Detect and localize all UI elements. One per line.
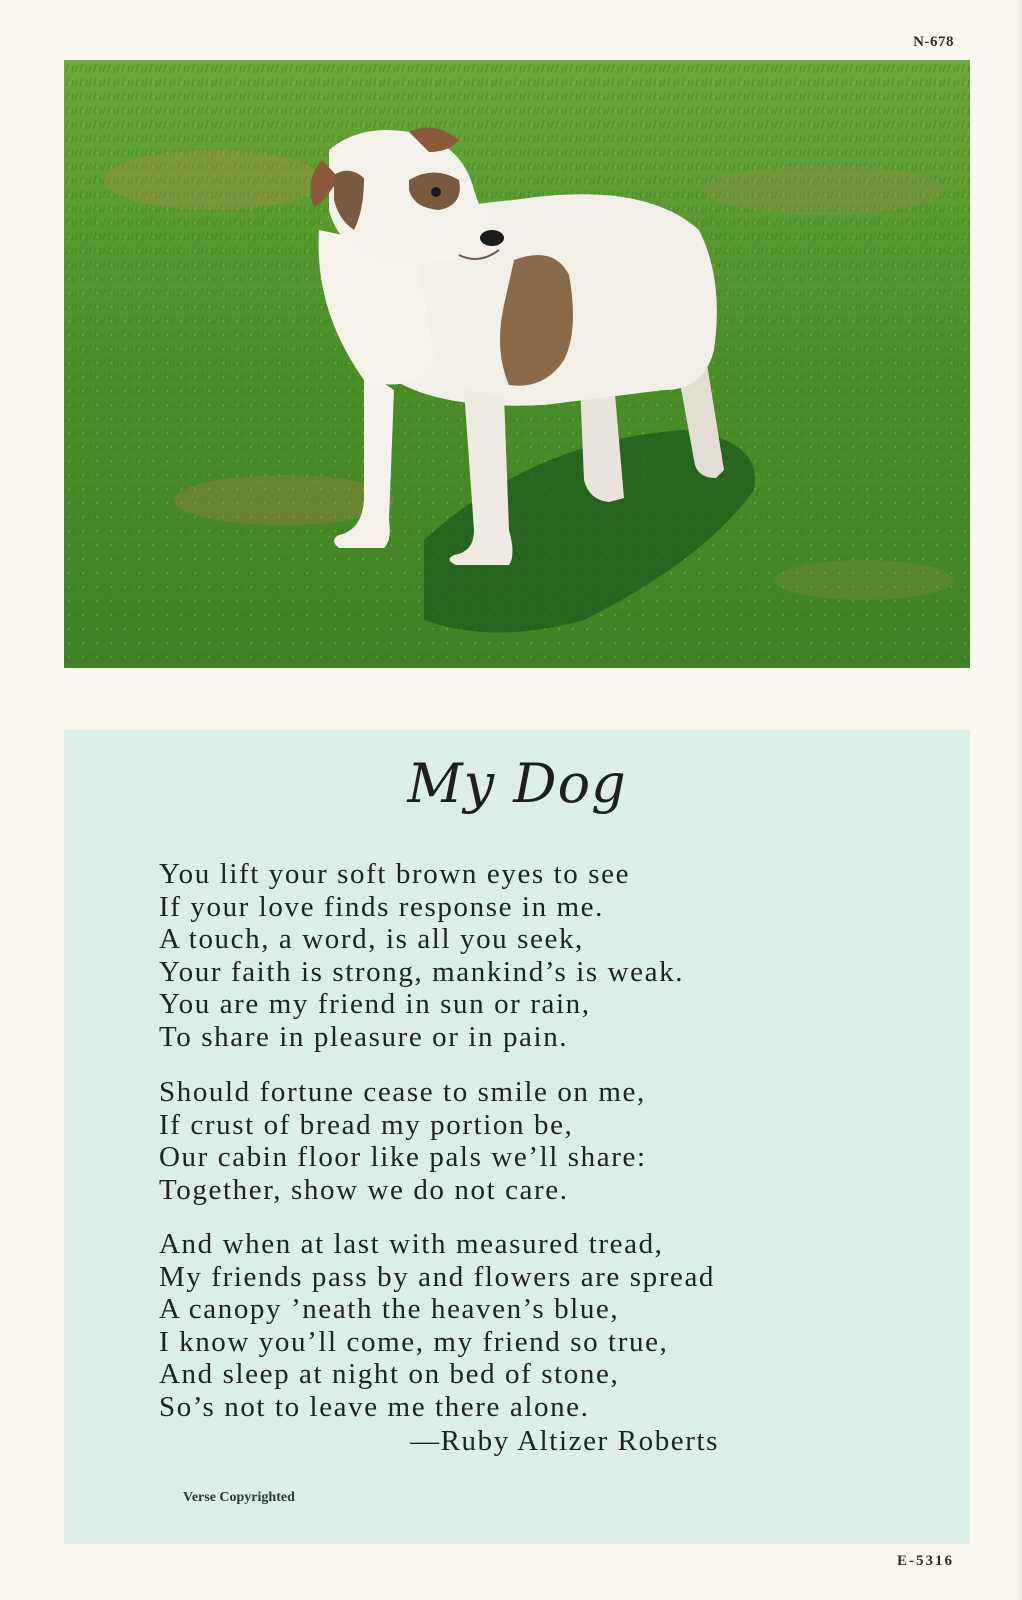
poem-line: To share in pleasure or in pain. — [159, 1020, 569, 1053]
poem-line: You lift your soft brown eyes to see — [159, 858, 631, 890]
dog-illustration — [64, 60, 970, 668]
poem-panel — [64, 730, 970, 1544]
card-code-top: N-678 — [913, 34, 954, 50]
poem-line: Our cabin floor like pals we’ll share: — [159, 1141, 647, 1173]
poem-line: Should fortune cease to smile on me, — [159, 1076, 646, 1108]
poem-line: My friends pass by and flowers are spread — [159, 1260, 716, 1293]
poem-stanza-2 — [159, 1076, 647, 1206]
poem-line: A canopy ’neath the heaven’s blue, — [159, 1293, 620, 1325]
poem-title: My Dog — [407, 752, 627, 815]
card-code-bottom: E-5316 — [897, 1553, 954, 1569]
poem-line: And when at last with measured tread, — [159, 1228, 664, 1260]
poem-line: I know you’ll come, my friend so true, — [159, 1325, 669, 1358]
dog-photo — [64, 60, 970, 668]
poem-author: —Ruby Altizer Roberts — [410, 1425, 720, 1457]
poem-line: A touch, a word, is all you seek, — [159, 923, 584, 955]
poem-stanza-1 — [159, 858, 684, 1053]
poem-line: You are my friend in sun or rain, — [159, 988, 591, 1020]
poem-line: If your love finds response in me. — [159, 890, 605, 923]
poem-line: Together, show we do not care. — [159, 1173, 569, 1206]
poem-line: If crust of bread my portion be, — [159, 1108, 574, 1141]
poem-stanza-3 — [159, 1228, 715, 1423]
copyright-note: Verse Copyrighted — [183, 1490, 295, 1505]
poem-line: And sleep at night on bed of stone, — [159, 1358, 620, 1390]
poem-line: So’s not to leave me there alone. — [159, 1390, 590, 1423]
poem-line: Your faith is strong, mankind’s is weak. — [159, 955, 685, 988]
